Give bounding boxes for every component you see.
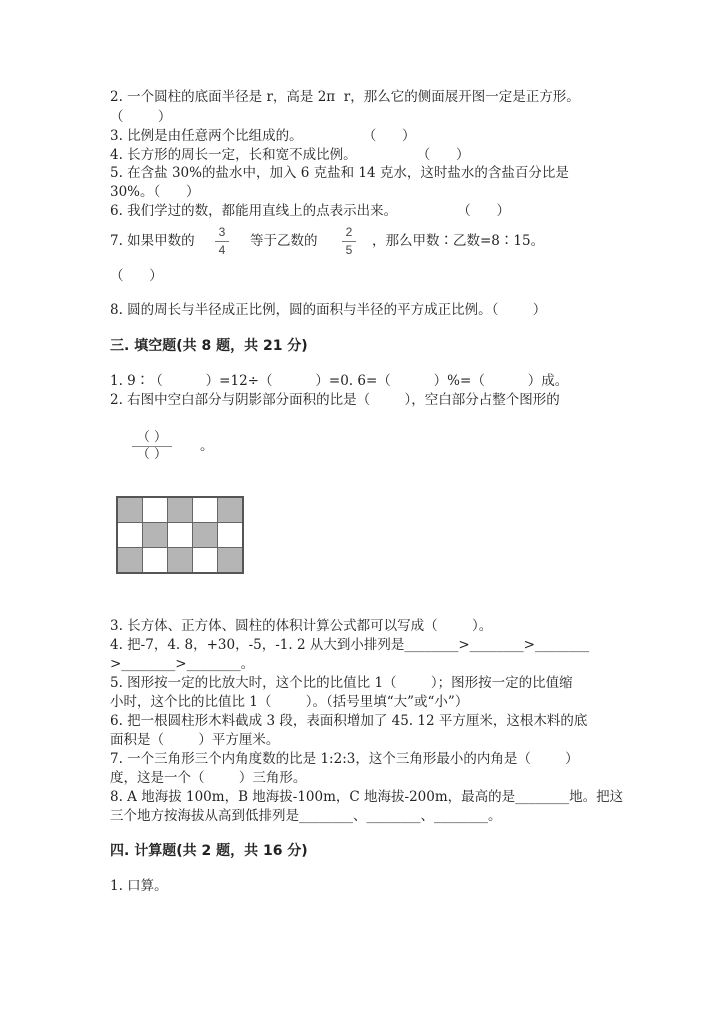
section-3-title: 三. 填空题(共 8 题，共 21 分) — [110, 338, 308, 354]
shaded-grid-figure — [116, 496, 244, 574]
blank-cell — [193, 548, 218, 574]
fill-q4-line2: >________>________。 — [110, 656, 255, 672]
shaded-cell — [168, 548, 193, 574]
blank-cell — [193, 497, 218, 523]
fill-q5-line1: 5. 图形按一定的比放大时，这个比的比值比 1（ ）；图形按一定的比值缩 — [110, 675, 573, 691]
judge-q7-answer: （ ） — [110, 268, 163, 284]
blank-fraction — [132, 431, 172, 462]
calc-q1: 1. 口算。 — [110, 878, 168, 894]
blank-numerator: （ ） — [136, 430, 168, 445]
judge-q8: 8. 圆的周长与半径成正比例，圆的面积与半径的平方成正比例。（ ） — [110, 302, 547, 318]
grid-row — [117, 497, 243, 523]
shaded-cell — [218, 497, 244, 523]
shaded-cell — [218, 548, 244, 574]
fill-q5-line2: 小时，这个比的比值比 1（ ）。（括号里填“大”或“小”） — [110, 694, 469, 710]
fill-q2: 2. 右图中空白部分与阴影部分面积的比是（ ），空白部分占整个图形的 — [110, 392, 560, 408]
fraction-three-fourths — [215, 225, 229, 258]
fraction-bar — [215, 241, 229, 242]
fill-q6-line1: 6. 把一根圆柱形木料截成 3 段，表面积增加了 45. 12 平方厘米，这根木料的底 — [110, 713, 588, 729]
blank-cell — [218, 523, 244, 548]
blank-denominator: （ ） — [136, 447, 168, 462]
shaded-cell — [143, 523, 168, 548]
grid-row — [117, 548, 243, 574]
fill-q6-line2: 面积是（ ）平方厘米。 — [110, 732, 280, 748]
fill-q8-line2: 三个地方按海拔从高到低排列是________、________、________。 — [110, 808, 502, 824]
judge-q4: 4. 长方形的周长一定，长和宽不成比例。 （ ） — [110, 147, 470, 163]
fraction-numerator: 3 — [218, 225, 226, 239]
fill-q7-line1: 7. 一个三角形三个内角度数的比是 1:2:3，这个三角形最小的内角是（ ） — [110, 751, 579, 767]
fill-q8-line1: 8. A 地海拔 100m，B 地海拔-100m，C 地海拔-200m，最高的是________地。把这 — [110, 789, 624, 805]
fraction-two-fifths — [342, 225, 356, 258]
fraction-denominator: 4 — [218, 243, 226, 257]
fill-q1: 1. 9∶（ ）=12÷（ ）=0. 6=（ ）%=（ ）成。 — [110, 373, 569, 389]
fill-q7-line2: 度，这是一个（ ）三角形。 — [110, 770, 307, 786]
section-4-title: 四. 计算题(共 2 题，共 16 分) — [110, 843, 308, 859]
shaded-cell — [193, 523, 218, 548]
judge-q5-line2: 30%。（ ） — [110, 184, 200, 200]
fraction-numerator: 2 — [345, 225, 353, 239]
blank-cell — [143, 548, 168, 574]
blank-cell — [168, 523, 193, 548]
fill-q3: 3. 长方体、正方体、圆柱的体积计算公式都可以写成（ ）。 — [110, 618, 493, 634]
judge-q3: 3. 比例是由任意两个比组成的。 （ ） — [110, 128, 416, 144]
blank-cell — [117, 523, 143, 548]
fill-q4-line1: 4. 把-7，4. 8，+30，-5，-1. 2 从大到小排列是________>________>________ — [110, 637, 589, 653]
judge-q5-line1: 5. 在含盐 30%的盐水中，加入 6 克盐和 14 克水，这时盐水的含盐百分比是 — [110, 165, 569, 181]
judge-q6: 6. 我们学过的数，都能用直线上的点表示出来。 （ ） — [110, 203, 510, 219]
judge-q7-suffix: ，那么甲数∶乙数=8∶15。 — [372, 233, 545, 249]
judge-q7-prefix: 7. 如果甲数的 — [110, 233, 195, 249]
grid-table — [116, 496, 244, 574]
grid-row — [117, 523, 243, 548]
fraction-bar — [342, 241, 356, 242]
blank-cell — [143, 497, 168, 523]
judge-q2-line2: （ ） — [110, 109, 172, 125]
shaded-cell — [117, 548, 143, 574]
fill-q2-period: 。 — [200, 438, 214, 454]
shaded-cell — [117, 497, 143, 523]
judge-q2-line1: 2. 一个圆柱的底面半径是 r，高是 2π r，那么它的侧面展开图一定是正方形。 — [110, 89, 580, 105]
shaded-cell — [168, 497, 193, 523]
judge-q7-mid: 等于乙数的 — [250, 233, 318, 249]
fraction-denominator: 5 — [345, 243, 353, 257]
